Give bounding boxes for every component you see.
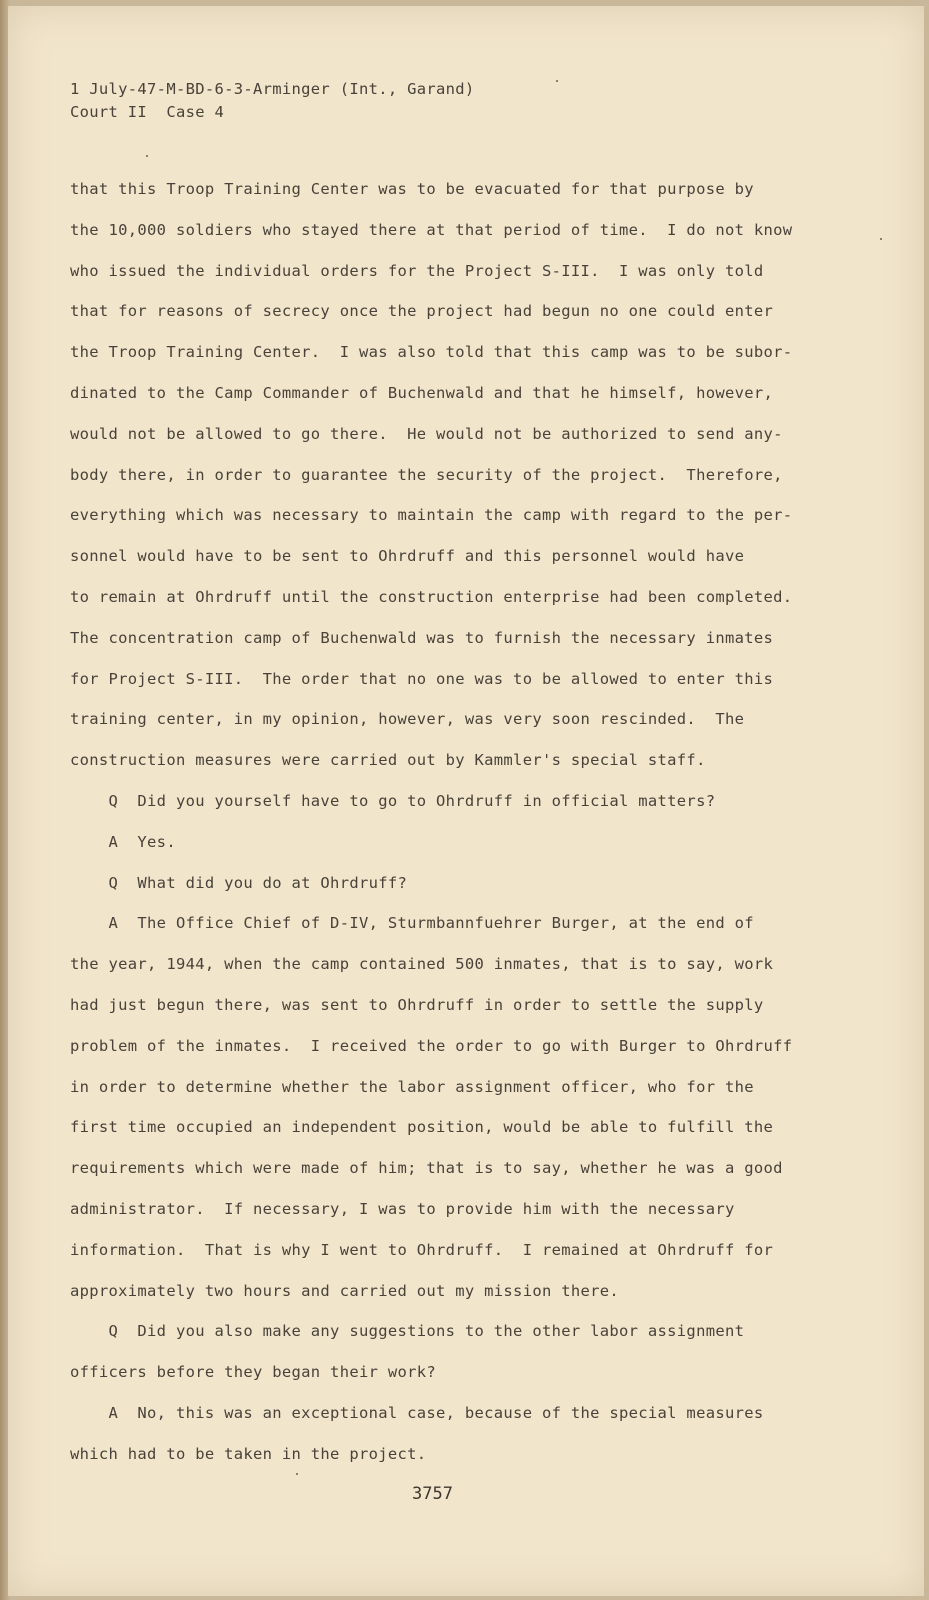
text-line: everything which was necessary to maintain the camp with regard to the per- — [70, 506, 793, 525]
text-line: administrator. If necessary, I was to provide him with the necessary — [70, 1200, 735, 1218]
text-line: officers before they began their work? — [70, 1363, 437, 1382]
text-line: problem of the inmates. I received the order to go with Burger to Ohrdruff — [70, 1036, 793, 1055]
page-number: 3757 — [412, 1484, 453, 1504]
text-line: A Yes. — [70, 832, 176, 851]
text-line: Q Did you also make any suggestions to the other labor assignment — [70, 1322, 745, 1341]
text-line: Q Did you yourself have to go to Ohrdruff in official matters? — [70, 792, 716, 810]
text-line: who issued the individual orders for the Project S-III. I was only told — [70, 261, 764, 280]
text-line: the year, 1944, when the camp contained 500 inmates, that is to say, work — [70, 955, 774, 974]
text-line: which had to be taken in the project. — [70, 1444, 427, 1463]
text-line: dinated to the Camp Commander of Buchenwald and that he himself, however, — [70, 384, 774, 402]
header-line-1: 1 July-47-M-BD-6-3-Arminger (Int., Garand) — [70, 80, 475, 98]
text-line: approximately two hours and carried out my mission there. — [70, 1281, 620, 1300]
text-line: requirements which were made of him; that is to say, whether he was a good — [70, 1159, 783, 1178]
text-line: information. That is why I went to Ohrdruff. I remained at Ohrdruff for — [70, 1240, 774, 1259]
text-line: construction measures were carried out by Kammler's special staff. — [70, 751, 706, 770]
text-line: the 10,000 soldiers who stayed there at that period of time. I do not know — [70, 220, 793, 239]
text-line: that this Troop Training Center was to be evacuated for that purpose by — [70, 180, 754, 198]
paper-speck — [556, 80, 558, 82]
text-line: that for reasons of secrecy once the project had begun no one could enter — [70, 302, 774, 321]
text-line: training center, in my opinion, however, was very soon rescinded. The — [70, 710, 745, 729]
text-line: in order to determine whether the labor assignment officer, who for the — [70, 1077, 754, 1096]
text-line: would not be allowed to go there. He would not be authorized to send any- — [70, 424, 783, 443]
text-line: for Project S-III. The order that no one was to be allowed to enter this — [70, 669, 774, 688]
text-line: the Troop Training Center. I was also told that this camp was to be subor- — [70, 343, 793, 362]
paper-speck — [880, 238, 882, 240]
text-line: to remain at Ohrdruff until the construction enterprise had been completed. — [70, 588, 793, 606]
text-line: A The Office Chief of D-IV, Sturmbannfuehrer Burger, at the end of — [70, 914, 754, 933]
paper-speck — [296, 1473, 298, 1475]
text-line: The concentration camp of Buchenwald was to furnish the necessary inmates — [70, 628, 774, 647]
text-line: Q What did you do at Ohrdruff? — [70, 873, 408, 892]
text-line: body there, in order to guarantee the security of the project. Therefore, — [70, 465, 783, 484]
text-line: sonnel would have to be sent to Ohrdruff and this personnel would have — [70, 547, 745, 566]
text-line: had just begun there, was sent to Ohrdruff in order to settle the supply — [70, 996, 764, 1014]
text-line: first time occupied an independent position, would be able to fulfill the — [70, 1118, 774, 1137]
text-line: A No, this was an exceptional case, because of the special measures — [70, 1404, 764, 1422]
paper-speck — [146, 155, 148, 157]
header-line-2: Court II Case 4 — [70, 103, 225, 121]
